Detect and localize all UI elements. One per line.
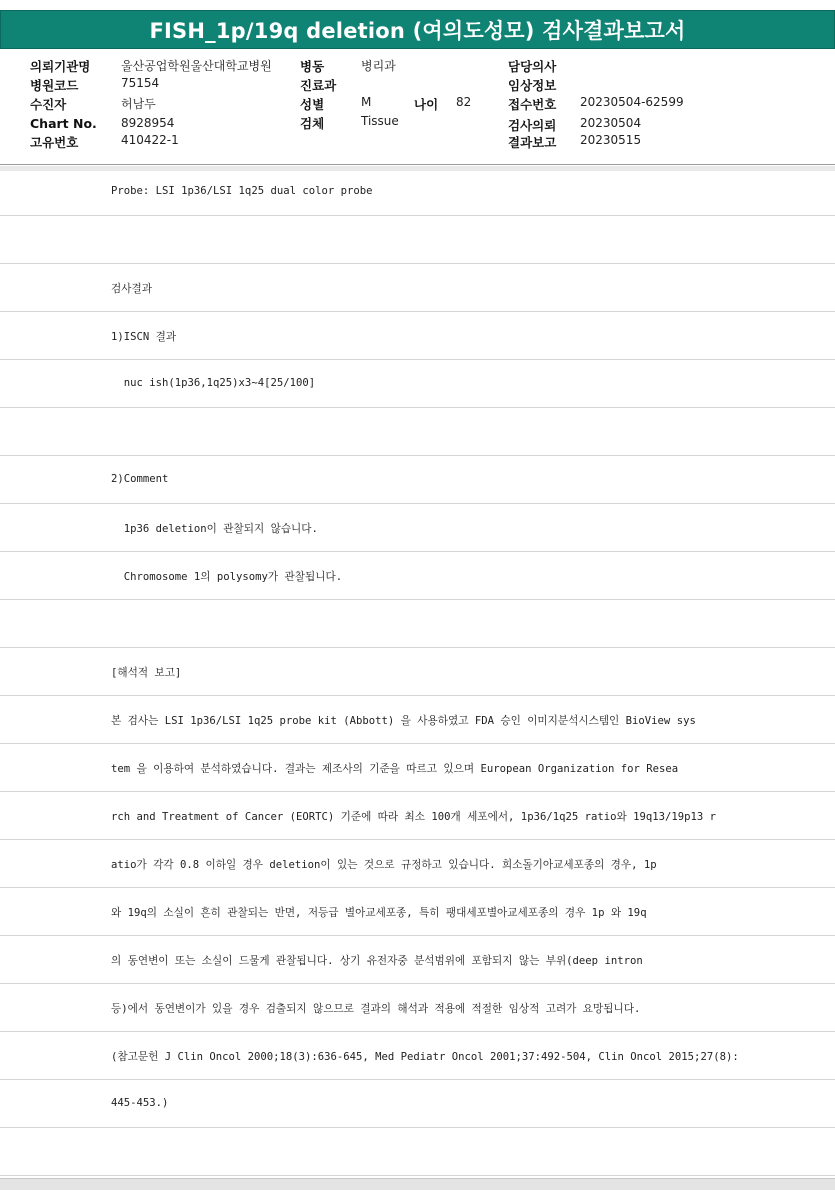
value-report-date: 20230515 — [580, 133, 642, 147]
label-report-date: 결과보고 — [508, 135, 557, 150]
report-line — [0, 936, 835, 984]
label-department: 진료과 — [300, 78, 337, 93]
value-age: 82 — [456, 95, 472, 109]
report-line — [0, 600, 835, 648]
value-specimen: Tissue — [361, 114, 399, 128]
report-line-text: rch and Treatment of Cancer (EORTC) 기준에 따라 최소 100개 세포에서, 1p36/1q25 ratio와 19q13/19p13 r — [111, 811, 717, 823]
report-line-text: atio가 각각 0.8 이하일 경우 deletion이 있는 것으로 규정하고 있습니다. 희소돌기아교세포종의 경우, 1p — [111, 859, 657, 871]
report-line — [0, 216, 835, 264]
report-line — [0, 408, 835, 456]
report-line — [0, 984, 835, 1032]
report-line — [0, 1080, 835, 1128]
label-chart-no: Chart No. — [30, 116, 97, 131]
report-line — [0, 840, 835, 888]
report-line — [0, 1128, 835, 1176]
report-line — [0, 360, 835, 408]
label-sex: 성별 — [300, 97, 325, 112]
label-request-date: 검사의뢰 — [508, 118, 557, 133]
report-title: FISH_1p/19q deletion (여의도성모) 검사결과보고서 — [0, 10, 835, 49]
horizontal-scrollbar[interactable] — [0, 1178, 835, 1190]
value-ward: 병리과 — [361, 59, 396, 73]
report-line — [0, 1032, 835, 1080]
label-attending-physician: 담당의사 — [508, 59, 557, 74]
report-body — [0, 168, 835, 1176]
report-line-text: [해석적 보고] — [111, 667, 182, 679]
label-patient-name: 수진자 — [30, 97, 67, 112]
label-clinical-info: 임상정보 — [508, 78, 557, 93]
label-age: 나이 — [414, 97, 439, 112]
label-hospital-code: 병원코드 — [30, 78, 79, 93]
report-line-text: 검사결과 — [111, 283, 152, 295]
report-line-text: 본 검사는 LSI 1p36/LSI 1q25 probe kit (Abbott) 을 사용하였고 FDA 승인 이미지분석시스템인 BioView sys — [111, 715, 696, 727]
label-specimen: 검체 — [300, 116, 325, 131]
report-line-text: 2)Comment — [111, 473, 169, 485]
report-line-text: (참고문헌 J Clin Oncol 2000;18(3):636-645, Med Pediatr Oncol 2001;37:492-504, Clin Oncol 2015;27(8): — [111, 1051, 739, 1063]
report-line — [0, 888, 835, 936]
value-unique-id: 410422-1 — [121, 133, 179, 147]
report-line-text: 445-453.) — [111, 1097, 169, 1109]
report-line — [0, 456, 835, 504]
report-line — [0, 312, 835, 360]
report-line — [0, 264, 835, 312]
label-requesting-institution: 의뢰기관명 — [30, 59, 91, 74]
report-line — [0, 648, 835, 696]
report-line-text: 와 19q의 소실이 흔히 관찰되는 반면, 저등급 별아교세포종, 특히 팽대세포별아교세포종의 경우 1p 와 19q — [111, 907, 647, 919]
header-divider — [0, 164, 835, 165]
report-line — [0, 504, 835, 552]
value-hospital-code: 75154 — [121, 76, 160, 90]
report-line-text: Chromosome 1의 polysomy가 관찰됩니다. — [111, 571, 343, 583]
value-chart-no: 8928954 — [121, 116, 175, 130]
patient-info-panel — [0, 56, 835, 162]
value-sex: M — [361, 95, 372, 109]
value-patient-name: 허남두 — [121, 97, 156, 111]
report-line — [0, 168, 835, 216]
report-line-text: 등)에서 동연변이가 있을 경우 검출되지 않으므로 결과의 해석과 적용에 적절한 임상적 고려가 요망됩니다. — [111, 1003, 641, 1015]
report-line-text: Probe: LSI 1p36/LSI 1q25 dual color probe — [111, 185, 373, 197]
label-unique-id: 고유번호 — [30, 135, 79, 150]
report-line-text: 의 동연변이 또는 소실이 드물게 관찰됩니다. 상기 유전자중 분석범위에 포함되지 않는 부위(deep intron — [111, 955, 643, 967]
report-line — [0, 744, 835, 792]
value-accession-no: 20230504-62599 — [580, 95, 684, 109]
report-line — [0, 696, 835, 744]
report-line-text: tem 을 이용하여 분석하였습니다. 결과는 제조사의 기준을 따르고 있으며 European Organization for Resea — [111, 763, 679, 775]
report-line-text: 1p36 deletion이 관찰되지 않습니다. — [111, 523, 318, 535]
report-line-text: 1)ISCN 결과 — [111, 331, 177, 343]
value-requesting-institution: 울산공업학원울산대학교병원 — [121, 59, 272, 73]
label-ward: 병동 — [300, 59, 325, 74]
report-line-text: nuc ish(1p36,1q25)x3~4[25/100] — [111, 377, 316, 389]
value-request-date: 20230504 — [580, 116, 642, 130]
label-accession-no: 접수번호 — [508, 97, 557, 112]
report-line — [0, 792, 835, 840]
report-line — [0, 552, 835, 600]
